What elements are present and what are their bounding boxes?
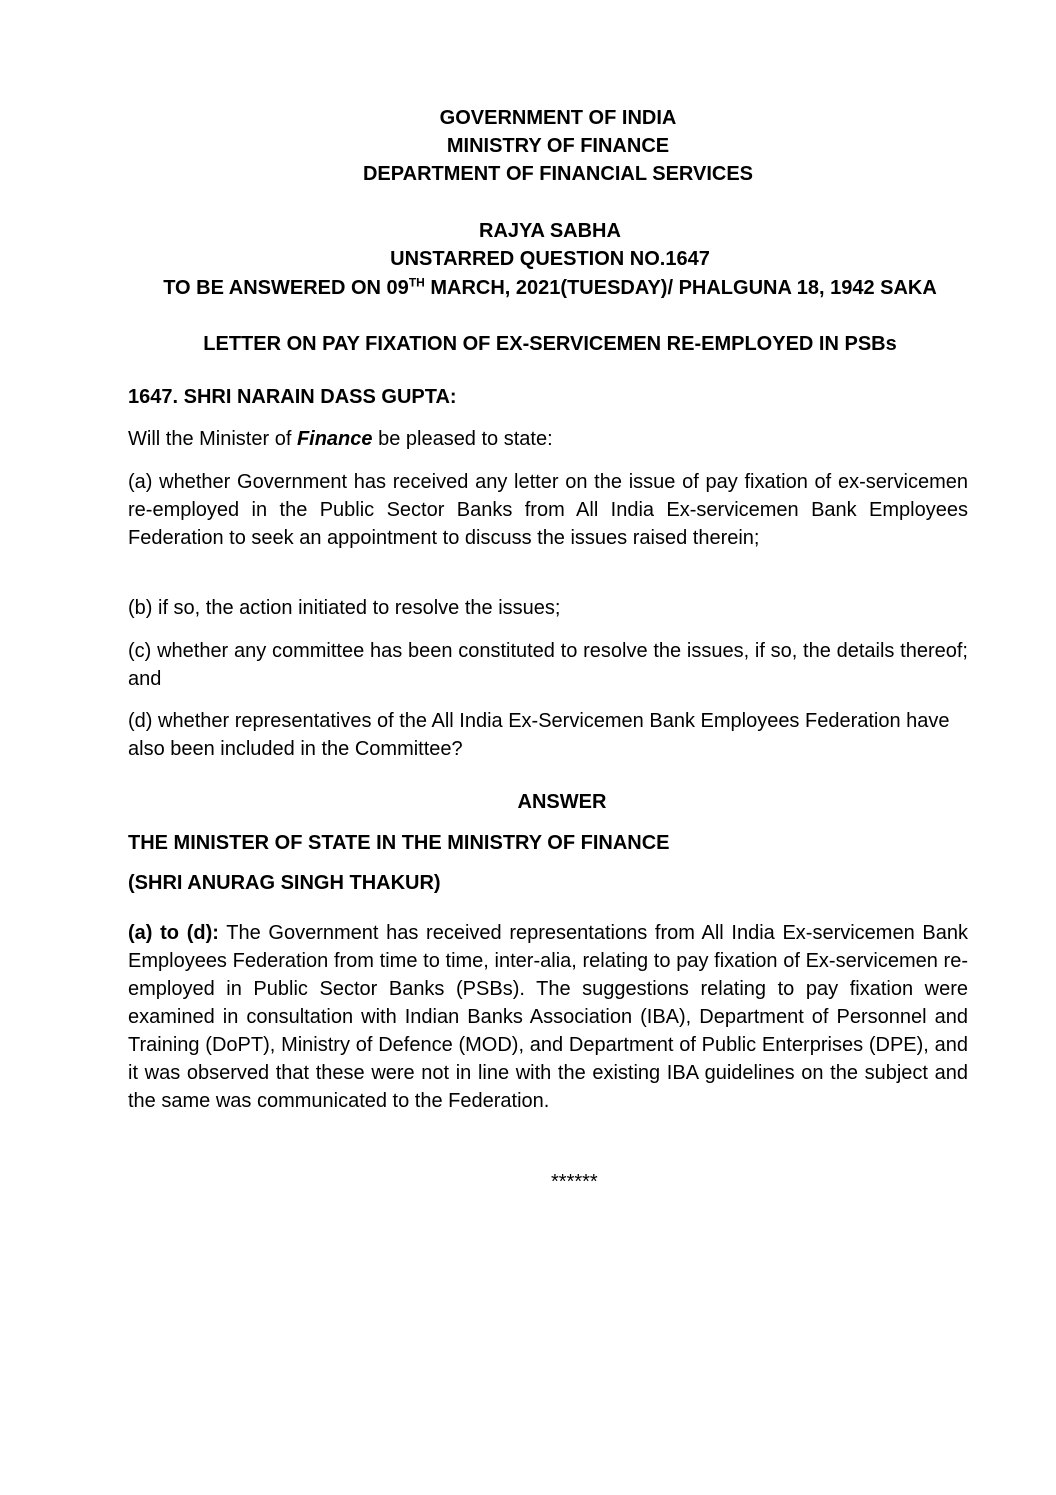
question-part-a: (a) whether Government has received any letter on the issue of pay fixation of ex-servicemen re-employed in the Public Sector Banks from All India Ex-servicemen Bank Employees Federation to seek an appointment to discuss the issues raised therein; <box>128 471 968 549</box>
answer-date-prefix: TO BE ANSWERED ON 09 <box>163 277 409 299</box>
header-department: DEPARTMENT OF FINANCIAL SERVICES <box>362 163 754 185</box>
answer-date <box>0 274 1056 302</box>
end-marker: ****** <box>551 1171 598 1193</box>
question-part-d: (d) whether representatives of the All India Ex-Servicemen Bank Employees Federation have also been included in the Committee? <box>128 710 950 760</box>
question-intro-prefix: Will the Minister of <box>128 428 297 450</box>
answer-heading: ANSWER <box>517 791 607 813</box>
question-part-c: (c) whether any committee has been constituted to resolve the issues, if so, the details thereof; and <box>128 640 968 690</box>
answer-date-suffix: MARCH, 2021(TUESDAY)/ PHALGUNA 18, 1942 SAKA <box>424 277 937 299</box>
house-name: RAJYA SABHA <box>479 220 621 242</box>
answer-date-superscript: TH <box>408 275 425 290</box>
question-number: UNSTARRED QUESTION NO.1647 <box>390 248 710 270</box>
question-asker: 1647. SHRI NARAIN DASS GUPTA: <box>128 386 457 408</box>
question-intro-suffix: be pleased to state: <box>372 428 553 450</box>
answer-text: The Government has received representations from All India Ex-servicemen Bank Employees Federation from time to time, inter-alia, relating to pay fixation of Ex-servicemen re-employed in Public Sector Banks (PSBs). The suggestions relating to pay fixation were examined in consultation with Indian Banks Association (IBA), Department of Personnel and Training (DoPT), Ministry of Defence (MOD), and Department of Public Enterprises (DPE), and it was observed that these were not in line with the existing IBA guidelines on the subject and the same was communicated to the Federation. <box>128 922 968 1112</box>
header-government: GOVERNMENT OF INDIA <box>439 107 677 129</box>
question-intro-ministry: Finance <box>296 428 373 450</box>
answer-body <box>128 919 968 1115</box>
answer-label: (a) to (d): <box>128 922 219 944</box>
minister-name: (SHRI ANURAG SINGH THAKUR) <box>128 872 441 894</box>
question-part-b: (b) if so, the action initiated to resolve the issues; <box>128 597 561 619</box>
header-ministry: MINISTRY OF FINANCE <box>446 135 670 157</box>
question-intro <box>128 425 553 453</box>
subject-title: LETTER ON PAY FIXATION OF EX-SERVICEMEN RE-EMPLOYED IN PSBs <box>203 333 897 355</box>
minister-title: THE MINISTER OF STATE IN THE MINISTRY OF FINANCE <box>128 832 670 854</box>
